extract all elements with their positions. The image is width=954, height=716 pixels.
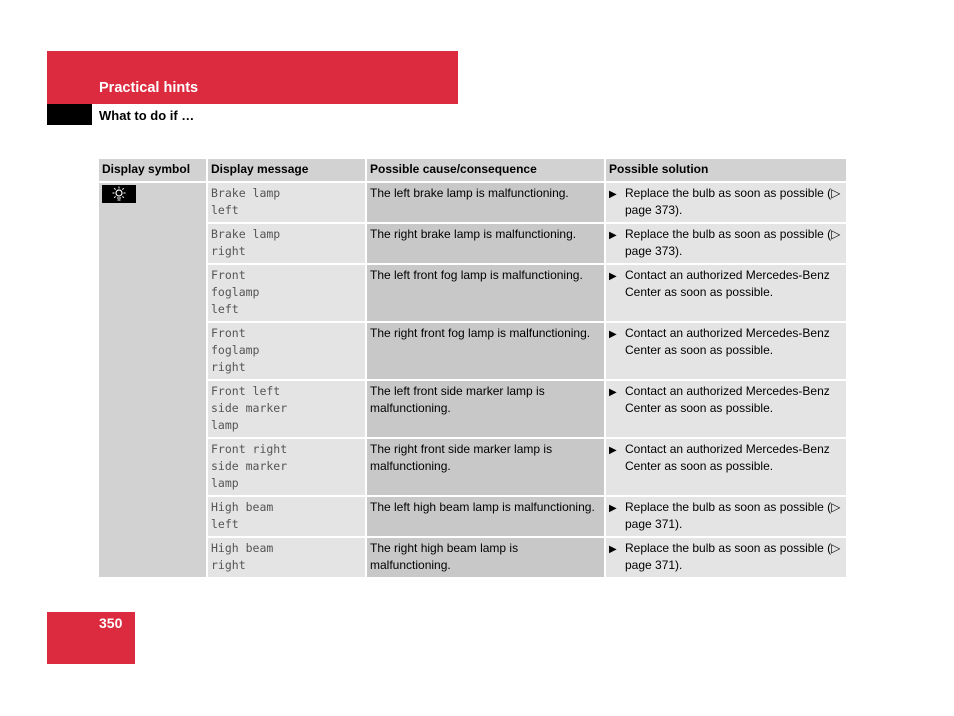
page-number: 350 [99, 615, 123, 631]
bullet-arrow-icon: ▶ [609, 445, 617, 456]
bullet-arrow-icon: ▶ [609, 189, 617, 200]
table-row [99, 322, 847, 380]
solution-cell [605, 264, 847, 322]
cause-cell: The right brake lamp is malfunctioning. [366, 223, 605, 264]
subsection-title: What to do if … [99, 108, 195, 123]
section-marker [47, 104, 92, 125]
cause-cell: The left brake lamp is malfunctioning. [366, 182, 605, 223]
solution-text: Contact an authorized Mercedes-Benz Center as soon as possible. [625, 268, 830, 299]
cause-cell: The left front fog lamp is malfunctioning. [366, 264, 605, 322]
cause-cell: The left high beam lamp is malfunctioning. [366, 496, 605, 537]
header-display-symbol: Display symbol [99, 159, 207, 182]
solution-cell [605, 380, 847, 438]
display-message: Front left side marker lamp [211, 384, 288, 432]
solution-cell [605, 438, 847, 496]
display-symbol-cell [99, 182, 207, 578]
display-message-cell [207, 264, 366, 322]
display-message-cell [207, 322, 366, 380]
solution-text: Contact an authorized Mercedes-Benz Center as soon as possible. [625, 384, 830, 415]
table-header-row [99, 159, 847, 182]
display-message: Front foglamp left [211, 268, 260, 316]
display-message-cell [207, 537, 366, 578]
solution-cell [605, 223, 847, 264]
bullet-arrow-icon: ▶ [609, 271, 617, 282]
header-possible-cause: Possible cause/consequence [366, 159, 605, 182]
bullet-arrow-icon: ▶ [609, 329, 617, 340]
table-row [99, 496, 847, 537]
display-message: Brake lamp left [211, 186, 281, 217]
table-row [99, 264, 847, 322]
header-band [47, 51, 458, 104]
display-message-cell [207, 380, 366, 438]
cause-cell: The right front side marker lamp is malfunctioning. [366, 438, 605, 496]
table-row [99, 182, 847, 223]
display-message: Brake lamp right [211, 227, 281, 258]
display-message: High beam left [211, 500, 274, 531]
solution-text: Replace the bulb as soon as possible (▷ page 371). [625, 541, 841, 572]
bullet-arrow-icon: ▶ [609, 387, 617, 398]
solution-text: Replace the bulb as soon as possible (▷ page 371). [625, 500, 841, 531]
bullet-arrow-icon: ▶ [609, 503, 617, 514]
cause-cell: The left front side marker lamp is malfunctioning. [366, 380, 605, 438]
bullet-arrow-icon: ▶ [609, 230, 617, 241]
section-title: Practical hints [99, 80, 199, 96]
display-message: Front foglamp right [211, 326, 260, 374]
solution-text: Replace the bulb as soon as possible (▷ page 373). [625, 227, 841, 258]
solution-cell [605, 322, 847, 380]
display-message-cell [207, 438, 366, 496]
display-message: High beam right [211, 541, 274, 572]
cause-cell: The right high beam lamp is malfunctioning. [366, 537, 605, 578]
solution-cell [605, 537, 847, 578]
display-message: Front right side marker lamp [211, 442, 288, 490]
header-display-message: Display message [207, 159, 366, 182]
header-possible-solution: Possible solution [605, 159, 847, 182]
solution-text: Contact an authorized Mercedes-Benz Center as soon as possible. [625, 326, 830, 357]
solution-text: Contact an authorized Mercedes-Benz Center as soon as possible. [625, 442, 830, 473]
solution-text: Replace the bulb as soon as possible (▷ page 373). [625, 186, 841, 217]
bullet-arrow-icon: ▶ [609, 544, 617, 555]
solution-cell [605, 496, 847, 537]
lamp-icon [102, 185, 136, 203]
display-message-cell [207, 182, 366, 223]
cause-cell: The right front fog lamp is malfunctioning. [366, 322, 605, 380]
table-row [99, 380, 847, 438]
fault-table [99, 159, 848, 579]
display-message-cell [207, 223, 366, 264]
table-row [99, 223, 847, 264]
table-row [99, 438, 847, 496]
display-message-cell [207, 496, 366, 537]
table-row [99, 537, 847, 578]
solution-cell [605, 182, 847, 223]
